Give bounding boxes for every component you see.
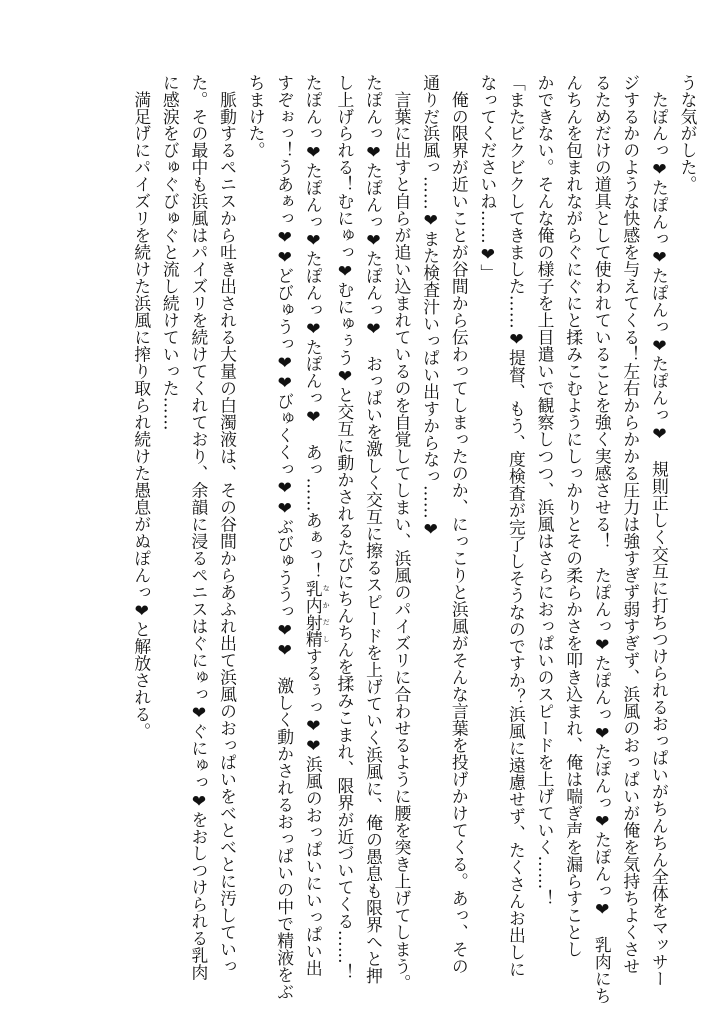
text-line: 通りだ浜風っ……❤また検査汁いっぱい出すからなっ……❤ [420, 74, 441, 540]
text-line: 言葉に出すと自らが追い込まれているのを自覚してしまい、浜風のパイズリに合わせるように腰を突き上げてしまう。 [392, 74, 413, 992]
text-line: た。その最中も浜風はパイズリを続けてくれており、余韻に浸るペニスはぐにゅっ❤ぐにゅっ❤をおしつけられる乳肉 [188, 74, 209, 981]
text-line: 「またビクビクしてきました……❤提督、もう、度検査が完了しそうなのですか？浜風に遠慮せず、たくさんお出しに [506, 74, 527, 978]
text-line: なってくださいね……❤」 [477, 74, 498, 282]
text-line: し上げられる！むにゅっ❤むにゅぅう❤と交互に動かされるたびにちんちんを揉みこまれ、限界が近づいてくる……！ [334, 74, 355, 981]
text-line: うな気がした。 [678, 74, 698, 193]
ruby-base: 乳内射精 [303, 579, 324, 648]
text-segment: たぽんっ❤たぽんっ❤たぽんっ❤たぽんっ❤ あっ……あぁっ！ [303, 74, 324, 580]
text-line: たぽんっ❤たぽんっ❤たぽんっ❤ おっぱいを激しく交互に擦るスピードを上げていく浜風に、俺の愚息も限界へと押 [363, 74, 384, 985]
text-line: に感涙をびゅぐびゅぐと流し続けていった…… [160, 74, 181, 431]
text-line: ジするかのような快感を与えてくる！左右からかかる圧力は強すぎず弱すぎず、浜風のおっぱいが俺を気持ちよくさせ [620, 74, 641, 975]
ruby-annotation [303, 579, 331, 648]
text-line: かできない。そんな俺の様子を上目遣いで観察しつつ、浜風はさらにおっぱいのスピードを上げていく……！ [535, 74, 556, 907]
text-line: 満足げにパイズリを続けた浜風に搾り取られ続けた愚息がぬぽんっ❤と解放される。 [131, 74, 152, 740]
text-line: んちんを包まれながらぐにぐにと揉みこむようにしっかりとその柔らかさを叩き込まれ、俺は喘ぎ声を漏らすことし [563, 74, 584, 958]
text-line: るためだけの道具として使われていることを強く実感させる！ たぽんっ❤たぽんっ❤たぽんっ❤たぽんっ❤ 乳肉にち [592, 74, 613, 1005]
text-segment: するぅっ❤❤浜風のおっぱいにいっぱい出 [303, 647, 324, 977]
text-line: たぽんっ❤たぽんっ❤たぽんっ❤たぽんっ❤ 規則正しく交互に打ちつけられるおっぱいがちんちん全体をマッサー [649, 74, 670, 988]
vertical-text-page [122, 74, 702, 1005]
text-line: 脈動するペニスから吐き出される大量の白濁液は、その谷間からあふれ出て浜風のおっぱいをべとべとに汚していっ [217, 74, 238, 975]
text-line: 俺の限界が近いことが谷間から伝わってしまったのか、にっこりと浜風がそんな言葉を投げかけてくる。あっ、その [449, 74, 470, 975]
ruby-text: なかだし [322, 579, 331, 648]
text-line: ちまけた。 [246, 74, 267, 159]
text-line-with-ruby [299, 74, 331, 977]
text-line: すぞぉっ！うあぁっ❤❤どびゅうっ❤❤びゅくくっ❤❤ぶびゅううっ❤❤ 激しく動かされるおっぱいの中で精液をぶ [274, 74, 295, 1001]
